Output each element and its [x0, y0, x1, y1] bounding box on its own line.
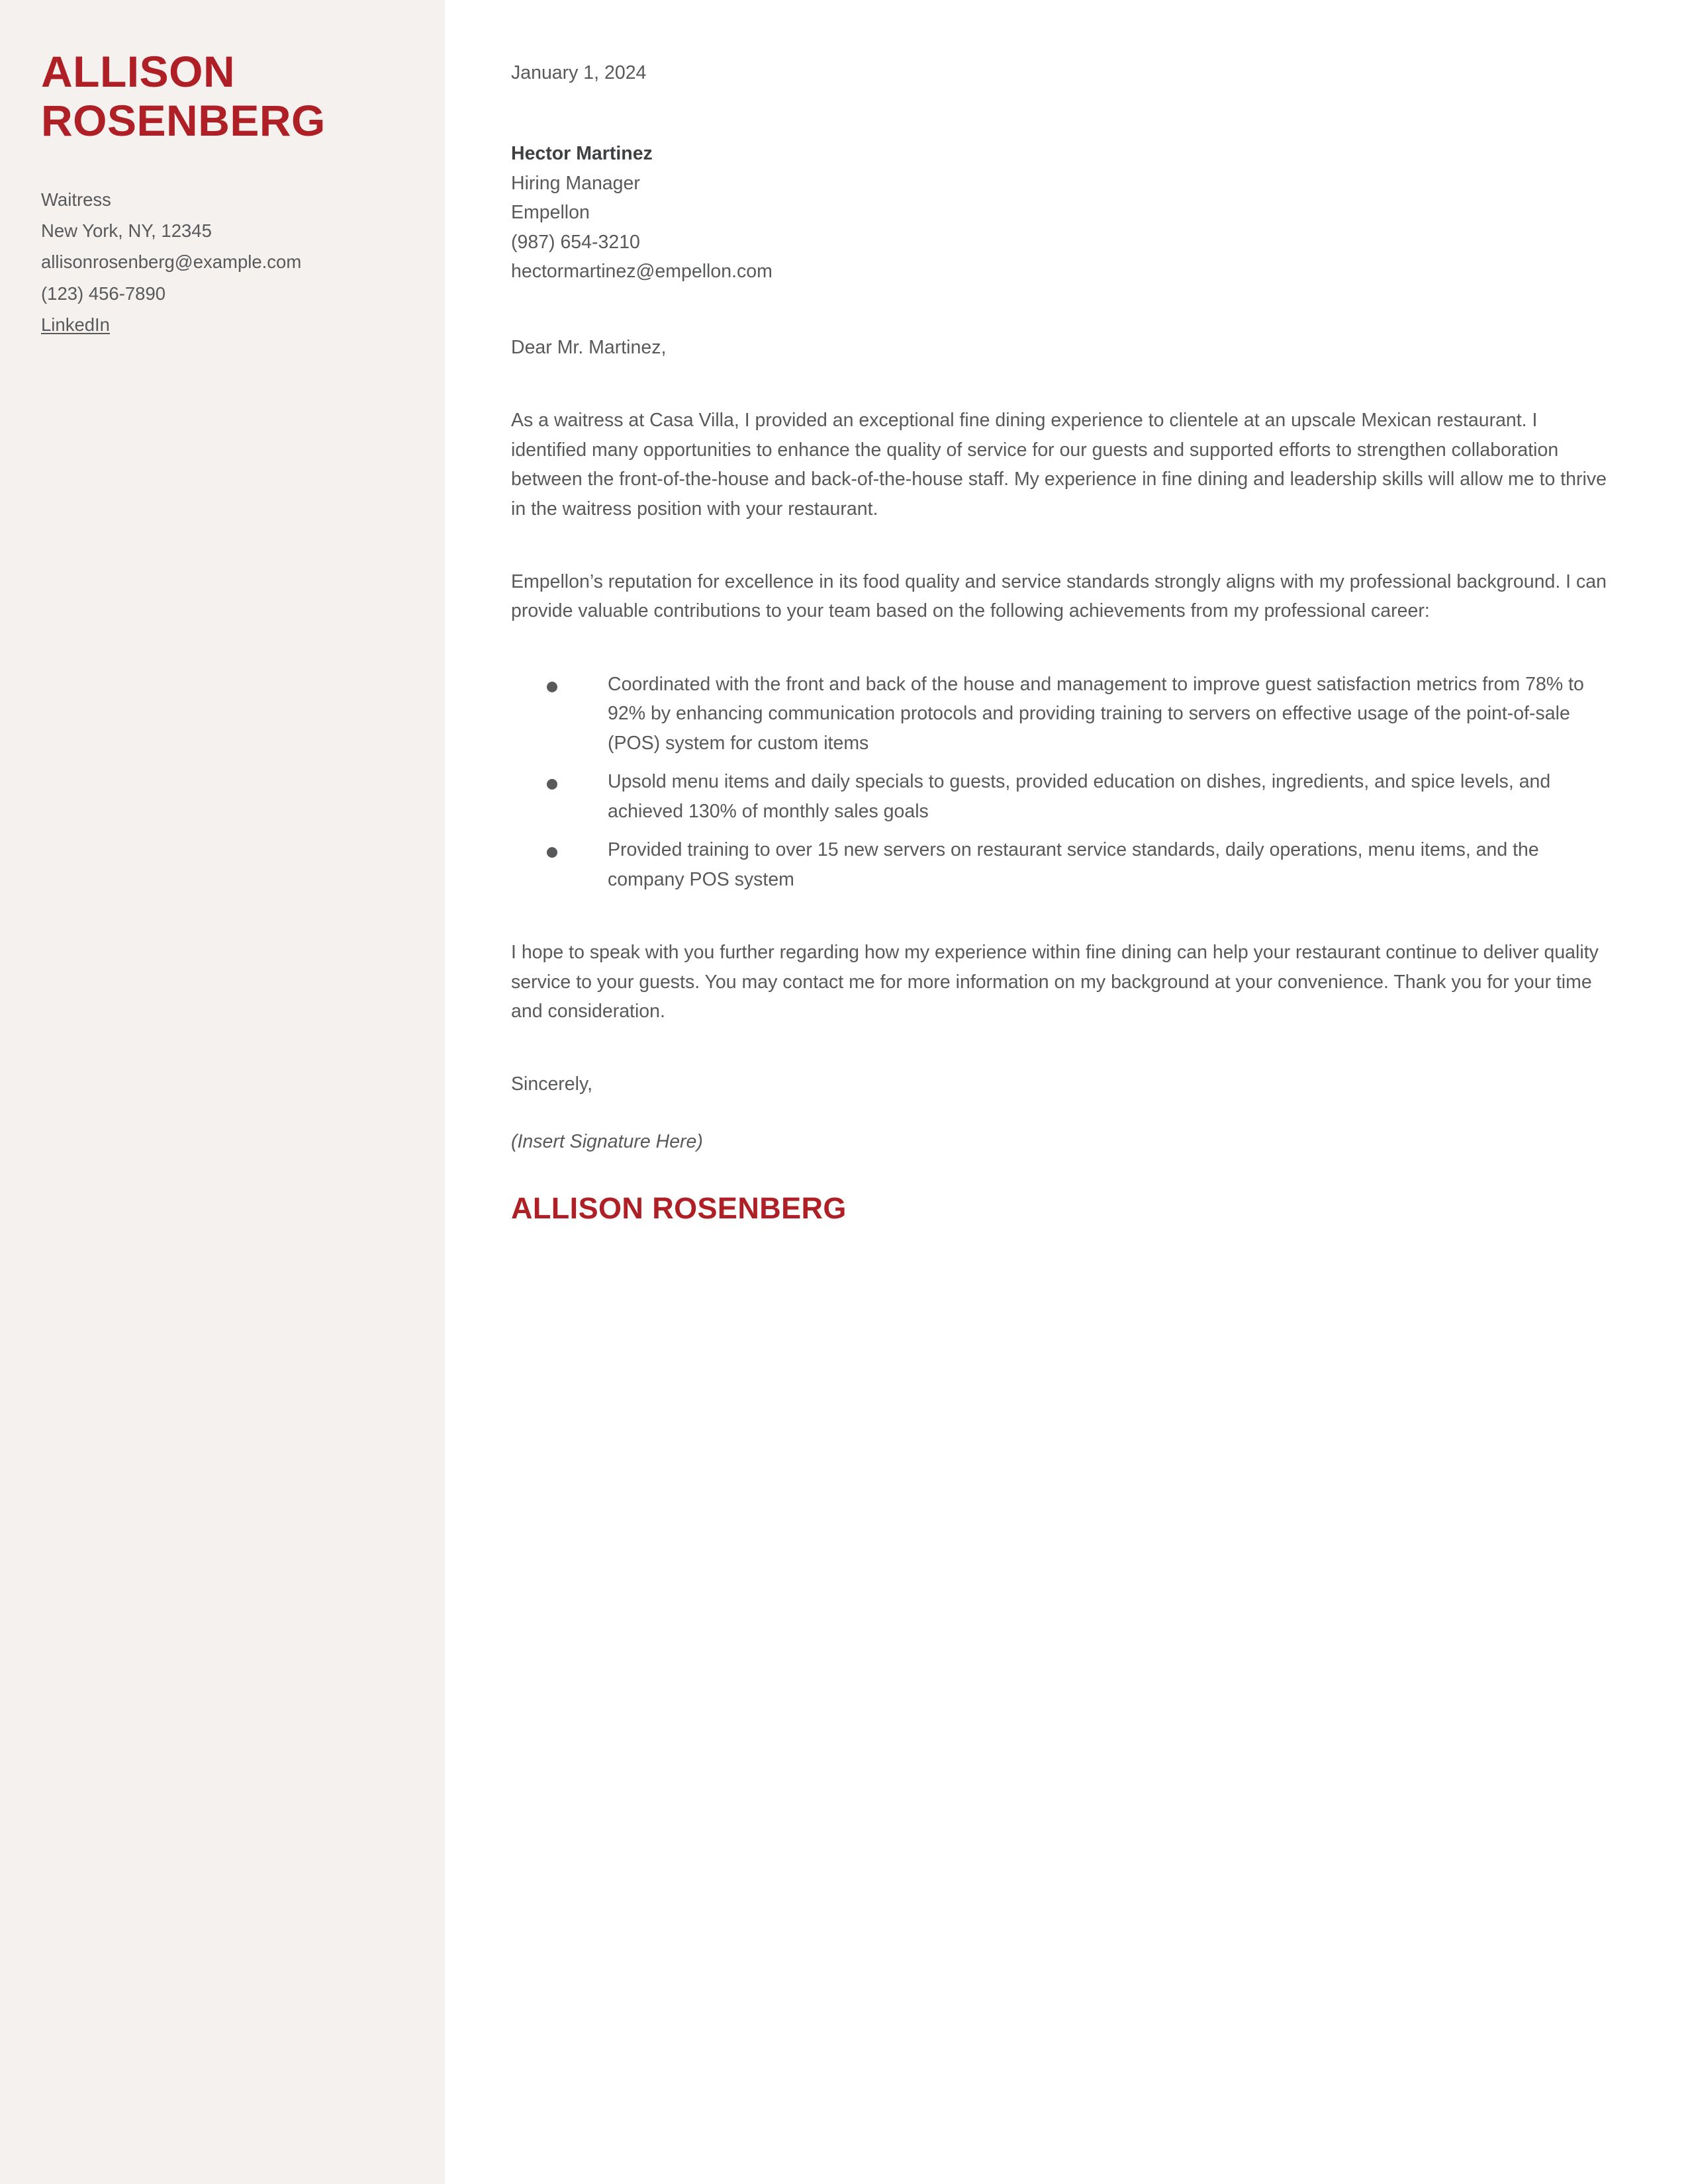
sidebar [0, 0, 445, 2184]
body-paragraph-2: Empellon’s reputation for excellence in its food quality and service standards strongly aligns with my professional background. I can provide valuable contributions to your team based on the following achievements from my professional career: [511, 570, 1607, 622]
recipient-name: Hector Martinez [511, 143, 653, 165]
signature-placeholder: (Insert Signature Here) [511, 1130, 703, 1152]
recipient-phone: (987) 654-3210 [511, 231, 640, 253]
body-paragraph-1: As a waitress at Casa Villa, I provided an exceptional fine dining experience to clientele at an upscale Mexican restaurant. I identified many opportunities to enhance the quality of service for our guests and supported efforts to strengthen collaboration between the front-of-the-house and back-of-the-house staff. My experience in fine dining and leadership skills will allow me to thrive in the waitress position with your restaurant. [511, 410, 1607, 520]
bullet-dot-icon [547, 682, 557, 692]
contact-linkedin-row [41, 309, 404, 340]
candidate-name-line-1: ALLISON [41, 47, 236, 96]
letter-date: January 1, 2024 [511, 62, 647, 83]
recipient-email: hectormartinez@empellon.com [511, 261, 773, 283]
list-item [511, 670, 1610, 758]
candidate-name-heading [41, 48, 404, 146]
contact-email: allisonrosenberg@example.com [41, 251, 302, 273]
closing-salutation: Sincerely, [511, 1073, 593, 1095]
achievements-list [511, 670, 1610, 894]
list-item-text: Upsold menu items and daily specials to guests, provided education on dishes, ingredients, and spice levels, and achieved 130% of monthly sales goals [608, 771, 1551, 822]
body-paragraph-3: I hope to speak with you further regarding how my experience within fine dining can help your restaurant continue to deliver quality service to your guests. You may contact me for more information on my background at your convenience. Thank you for your time and consideration. [511, 942, 1599, 1022]
candidate-name-line-2: ROSENBERG [41, 95, 326, 145]
salutation: Dear Mr. Martinez, [511, 336, 667, 358]
letter-body [511, 58, 1610, 1232]
bullet-dot-icon [547, 779, 557, 790]
list-item-text: Provided training to over 15 new servers on restaurant service standards, daily operations, menu items, and the company POS system [608, 839, 1539, 890]
bullet-dot-icon [547, 847, 557, 858]
contact-location: New York, NY, 12345 [41, 220, 212, 242]
contact-phone: (123) 456-7890 [41, 283, 166, 304]
contact-info-block [41, 184, 404, 340]
linkedin-link[interactable]: LinkedIn [41, 314, 110, 335]
list-item [511, 767, 1610, 826]
list-item-text: Coordinated with the front and back of the house and management to improve guest satisfaction metrics from 78% to 92% by enhancing communication protocols and providing training to servers on effective usage of the point-of-sale (POS) system for custom items [608, 673, 1584, 754]
signature-name: ALLISON ROSENBERG [511, 1191, 847, 1226]
contact-job-title: Waitress [41, 189, 111, 210]
recipient-company: Empellon [511, 202, 590, 224]
recipient-block [511, 139, 1610, 286]
list-item [511, 835, 1610, 894]
recipient-title: Hiring Manager [511, 172, 640, 194]
